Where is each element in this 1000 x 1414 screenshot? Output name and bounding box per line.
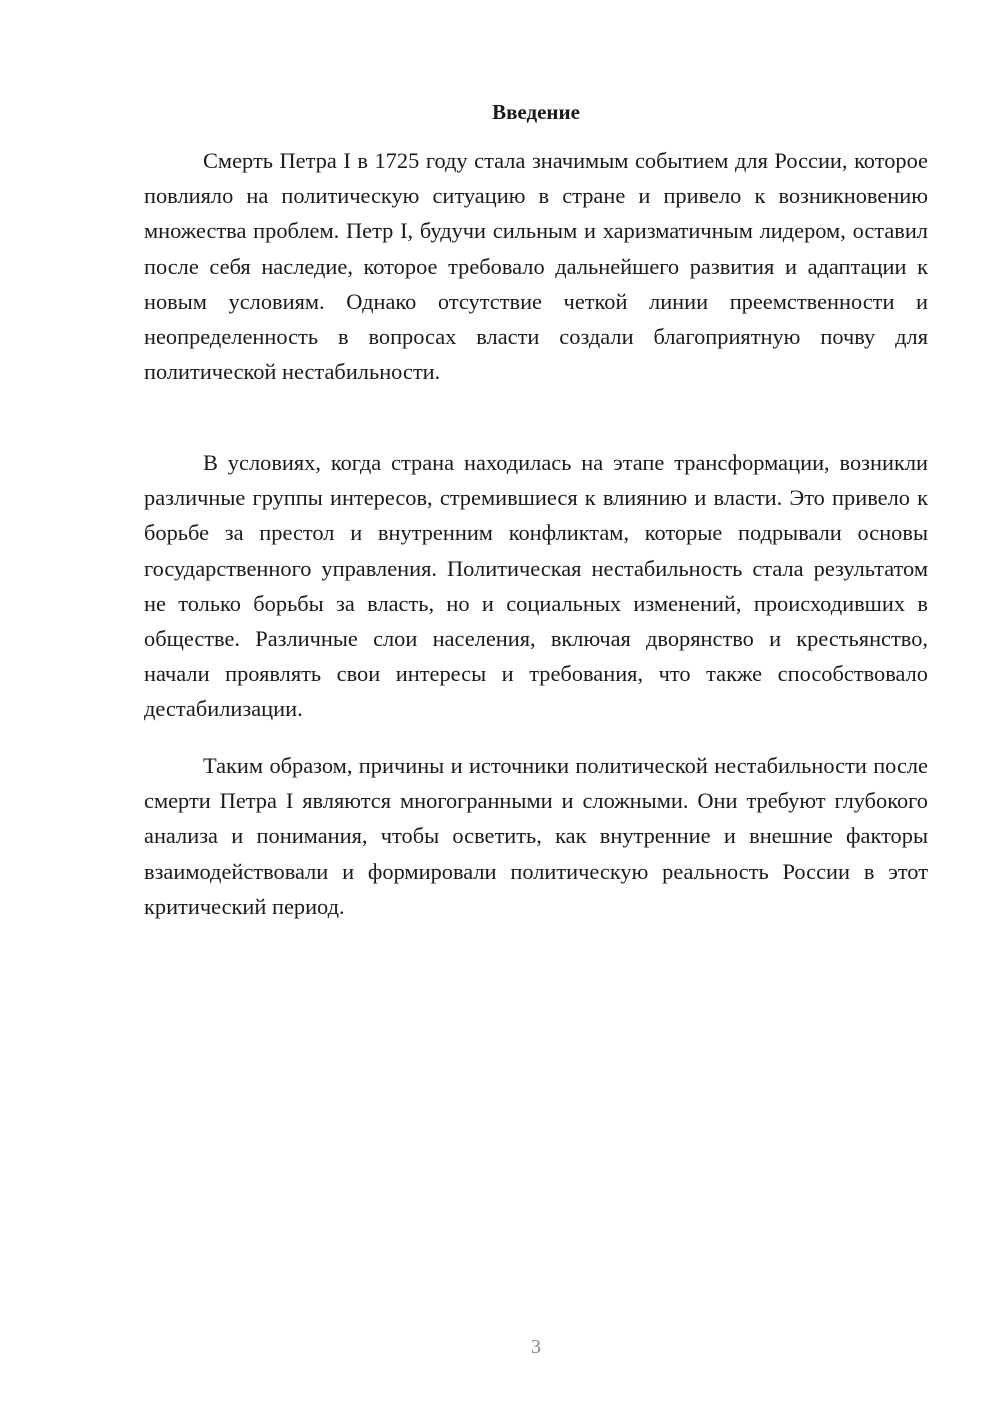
section-heading: Введение xyxy=(492,100,580,124)
paragraph-3: Таким образом, причины и источники политической нестабильности после смерти Петра I являются многогранными и сложными. Они требуют глубокого анализа и понимания, чтобы осветить, как внутренние и внешние факторы взаимодействовали и формировали политическую реальность России в этот критический период. xyxy=(144,753,928,919)
paragraph-2: В условиях, когда страна находилась на этапе трансформации, возникли различные группы интересов, стремившиеся к влиянию и власти. Это привело к борьбе за престол и внутренним конфликтам, которые подрывали основы государственного управления. Политическая нестабильность стала результатом не только борьбы за власть, но и социальных изменений, происходивших в обществе. Различные слои населения, включая дворянство и крестьянство, начали проявлять свои интересы и требования, что также способствовало дестабилизации. xyxy=(144,450,928,722)
page-number: 3 xyxy=(531,1336,541,1358)
paragraph-1: Смерть Петра I в 1725 году стала значимым событием для России, которое повлияло на политическую ситуацию в стране и привело к возникновению множества проблем. Петр I, будучи сильным и харизматичным лидером, оставил после себя наследие, которое требовало дальнейшего развития и адаптации к новым условиям. Однако отсутствие четкой линии преемственности и неопределенность в вопросах власти создали благоприятную почву для политической нестабильности. xyxy=(144,148,928,385)
